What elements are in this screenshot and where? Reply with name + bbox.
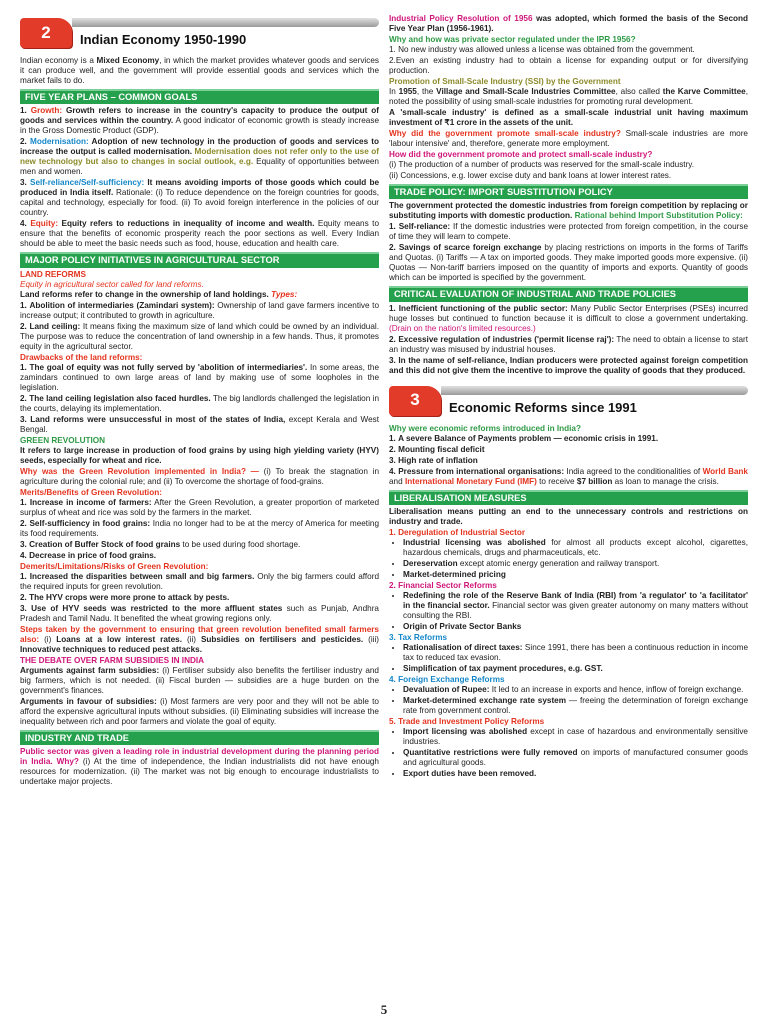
list-item: • Origin of Private Sector Banks [403, 622, 748, 632]
list-item: 3. Self-reliance/Self-sufficiency: It means avoiding imports of those goods which could be produced in India itself. Rationale: (i) To reduce dependence on the foreign countries for goods, capital and technology, especially for food. (ii) To avoid foreign interference in the policies of our country. [20, 178, 380, 218]
list-item: 2. Modernisation: Adoption of new technology in the production of goods and services to increase the output is called modernisation. Modernisation does not refer only to the use of new technology but also to changes in social outlook, e.g. Equality of opportunities between men and women. [20, 137, 380, 177]
list-item: • Simplification of tax payment procedures, e.g. GST. [403, 664, 748, 674]
list-item: 4. Pressure from international organisations: India agreed to the conditionalities of World Bank and International Monetary Fund (IMF) to receive $7 billion as loan to manage the crisis. [389, 466, 748, 486]
sub3-list [389, 643, 748, 674]
debate-heading: THE DEBATE OVER FARM SUBSIDIES IN INDIA [20, 655, 205, 665]
section-heading-lib: LIBERALISATION MEASURES [389, 490, 748, 505]
ipr-point-2: 2.Even an existing industry had to obtain a license for expanding output or for diversifying production. [389, 56, 748, 75]
left-column [20, 14, 379, 788]
ipr-question: Why and how was private sector regulated under the IPR 1956? [389, 35, 636, 44]
list-item: 2. Excessive regulation of industries ('permit license raj'): The need to obtain a license to start an industry was misused by industrial houses. [389, 334, 748, 354]
sub-heading-3: 3. Tax Reforms [389, 632, 448, 642]
list-item: 1. Inefficient functioning of the public sector: Many Public Sector Enterprises (PSEs) incurred huge losses but continued to function because it is difficult to close a government undertaking. (Drain on the nation's limited resources.) [389, 303, 748, 333]
green-why: Why was the Green Revolution implemented in India? — (i) To break the stagnation in agriculture during the colonial rule; and (ii) To overcome the shortage of food-grains. [20, 466, 380, 486]
sub-heading-1: 1. Deregulation of Industrial Sector [389, 527, 526, 537]
list-item: • Devaluation of Rupee: It led to an increase in exports and hence, inflow of foreign exchange. [403, 685, 748, 695]
list-item: • Redefining the role of the Reserve Bank of India (RBI) from 'a regulator' to 'a facilitator' in the financial sector. Financial sector was given greater autonomy on many matters without consulting the RBI. [403, 591, 748, 621]
sub1-list [389, 538, 748, 580]
list-item: 3. High rate of inflation [389, 455, 478, 465]
chapter-header-3 [389, 382, 748, 422]
list-item: 1. Increased the disparities between small and big farmers. Only the big farmers could afford the required inputs for green revolution. [20, 571, 380, 591]
list-item: • Market-determined pricing [403, 570, 748, 580]
land-types-list [20, 301, 379, 352]
favour-subsidies: Arguments in favour of subsidies: (i) Most farmers are very poor and they will not be able to afford the expensive agricultural inputs without subsidies. (ii) Eliminating subsidies will increase the inequality between rich and poor farmers and violate the goal of equity. [20, 696, 379, 726]
right-column [389, 14, 748, 788]
list-item: 4. Equity: Equity refers to reductions in inequality of income and wealth. Equity means to ensure that the benefits of economic prosperity reach the poor sections as well. Every Indian should be able to meet the basic needs such as food, house, education and health care. [20, 219, 379, 249]
list-item: 3. In the name of self-reliance, Indian producers were protected against foreign competition and this did not give them the incentive to improve the quality of goods that they produced. [389, 355, 748, 375]
ssi-how-question: How did the government promote and protect small-scale industry? [389, 150, 653, 159]
demerits-heading: Demerits/Limitations/Risks of Green Revolution: [20, 561, 209, 571]
list-item: 4. Decrease in price of food grains. [20, 550, 157, 560]
list-item: 1. A severe Balance of Payments problem — economic crisis in 1991. [389, 433, 659, 443]
list-item: 2. Mounting fiscal deficit [389, 444, 485, 454]
trade-list [389, 222, 748, 283]
sub-heading-5: 5. Trade and Investment Policy Reforms [389, 716, 545, 726]
ssi-how-2: (ii) Concessions, e.g. lower excise duty and bank loans at lower interest rates. [389, 171, 672, 180]
ssi-def: A 'small-scale industry' is defined as a small-scale industrial unit having maximum investment of ₹1 crore in the assets of the unit. [389, 108, 748, 127]
page-number: 5 [380, 1002, 388, 1017]
list-item: 3. Creation of Buffer Stock of food grains to be used during food shortage. [20, 539, 301, 549]
section-heading-critical: CRITICAL EVALUATION OF INDUSTRIAL AND TRADE POLICIES [389, 286, 748, 301]
list-item: 2. Self-sufficiency in food grains: India no longer had to be at the mercy of America for meeting its food requirements. [20, 518, 379, 538]
list-item: • Industrial licensing was abolished for almost all products except alcohol, cigarettes, hazardous chemicals, drugs and pharmaceuticals, etc. [403, 538, 748, 558]
chapter-number: 2 [20, 18, 72, 48]
drawbacks-list [20, 363, 379, 435]
intro-paragraph: Indian economy is a Mixed Economy, in which the market provides whatever goods and services it can produce well, and the government will provide essential goods and services which the market fails to do. [20, 56, 379, 85]
chapter-title: Economic Reforms since 1991 [449, 399, 637, 415]
sub-heading-2: 2. Financial Sector Reforms [389, 580, 497, 590]
section-heading-fyp: FIVE YEAR PLANS – COMMON GOALS [20, 89, 379, 104]
steps-paragraph: Steps taken by the government to ensuring that green revolution benefited small farmers also: (i) Loans at a low interest rates. (ii) Subsidies on fertilisers and pesticides. (iii) Innovative techniques to reduced pest attacks. [20, 624, 380, 654]
list-item: 1. Growth: Growth refers to increase in the country's capacity to produce the output of goods and services within the country. A good indicator of economic growth is steady increase in the Gross Domestic Product (GDP). [20, 106, 380, 136]
list-item: 1. Self-reliance: If the domestic industries were protected from foreign competition, in the course of time they will learn to compete. [389, 222, 749, 242]
list-item: 1. Increase in income of farmers: After the Green Revolution, a greater proportion of marketed surplus of wheat and rice was sold by the farmers in the market. [20, 497, 380, 517]
list-item: • Export duties have been removed. [403, 769, 748, 779]
trade-def: The government protected the domestic industries from foreign competition by replacing or substituting imports with domestic production. Rational behind Import Substitution Policy: [389, 201, 748, 221]
merits-heading: Merits/Benefits of Green Revolution: [20, 487, 162, 497]
industry-paragraph: Public sector was given a leading role in industrial development during the planning period in India. Why? (i) At the time of independence, the Indian industrialists did not have enough resources for modernization. (ii) The market was not big enough to encourage industrialists to undertake major projects. [20, 746, 379, 786]
why-reforms-question: Why were economic reforms introduced in India? [389, 423, 581, 433]
list-item: • Rationalisation of direct taxes: Since 1991, there has been a continuous reduction in income tax to reduced tax evasion. [403, 643, 748, 663]
chapter-bar [441, 386, 748, 395]
land-def: Land reforms refer to change in the ownership of land holdings. Types: [20, 289, 298, 299]
lib-def: Liberalisation means putting an end to the unnecessary controls and restrictions on industry and trade. [389, 506, 748, 526]
critical-list [389, 304, 748, 376]
section-heading-industry: INDUSTRY AND TRADE [20, 730, 379, 745]
sub5-list [389, 727, 748, 779]
list-item: 3. Land reforms were unsuccessful in most of the states of India, except Kerala and West Bengal. [20, 414, 379, 434]
green-revolution-heading: GREEN REVOLUTION [20, 435, 106, 445]
section-heading-trade: TRADE POLICY: IMPORT SUBSTITUTION POLICY [389, 184, 748, 199]
drawbacks-heading: Drawbacks of the land reforms: [20, 352, 143, 362]
list-item: 1. The goal of equity was not fully served by 'abolition of intermediaries'. In some areas, the zamindars continued to own large areas of land by making use of some loopholes in the legislation. [20, 362, 379, 392]
ipr-paragraph: Industrial Policy Resolution of 1956 was adopted, which formed the basis of the Second Five Year Plan (1956-1961). [389, 14, 749, 33]
against-subsidies: Arguments against farm subsidies: (i) Fertiliser subsidy also benefits the fertiliser industry and big farmers, which is not needed. (ii) Fiscal burden — subsidies are a huge burden on the government's finances. [20, 665, 379, 695]
chapter-bar [72, 18, 379, 27]
ssi-how-1: (i) The production of a number of products was reserved for the small-scale industry. [389, 160, 695, 169]
list-item: • Quantitative restrictions were fully removed on imports of manufactured consumer goods and agricultural goods. [403, 748, 748, 768]
fyp-list [20, 106, 379, 249]
land-note: Equity in agricultural sector called for land reforms. [20, 279, 204, 289]
list-item: 1. Abolition of intermediaries (Zamindari system): Ownership of land gave farmers incentive to increase output; it contributed to growth in agriculture. [20, 300, 380, 320]
list-item: 2. The land ceiling legislation also faced hurdles. The big landlords challenged the legislation in the courts, delaying its implementation. [20, 393, 380, 413]
chapter-title: Indian Economy 1950-1990 [80, 32, 247, 47]
chapter-header [20, 14, 379, 54]
land-reforms-heading: LAND REFORMS [20, 269, 86, 279]
list-item: • Import licensing was abolished except in case of hazardous and environmentally sensitive industries. [403, 727, 748, 747]
green-def: It refers to large increase in production of food grains by using high yielding variety (HYV) seeds, especially for wheat and rice. [20, 445, 379, 465]
ssi-paragraph: In 1955, the Village and Small-Scale Industries Committee, also called the Karve Committee, noted the possibility of using small-scale industries for promoting rural development. [389, 87, 748, 106]
list-item: 2. Savings of scarce foreign exchange by placing restrictions on imports in the forms of Tariffs and Quotas. (i) Tariffs — A tax on imported goods. They make imported goods more expensive. (ii) Quotas — Non-tariff barriers imposed on the quantity of imports and exports. Quantity of goods which can be imported is specified by the government. [389, 243, 749, 283]
sub4-list [389, 685, 748, 716]
list-item: • Dereservation except atomic energy generation and railway transport. [403, 559, 748, 569]
ssi-why: Why did the government promote small-scale industry? Small-scale industries are more 'labour intensive' and, therefore, generate more employment. [389, 129, 748, 148]
demerits-list [20, 572, 379, 624]
ssi-heading: Promotion of Small-Scale Industry (SSI) by the Government [389, 77, 621, 86]
ipr-point-1: 1. No new industry was allowed unless a license was obtained from the government. [389, 45, 695, 54]
sub2-list [389, 591, 748, 632]
list-item: 2. Land ceiling: It means fixing the maximum size of land which could be owned by an individual. The purpose was to reduce the concentration of land ownership in a few hands. Thus, it promotes equity in the agricultural sector. [20, 321, 379, 351]
list-item: • Market-determined exchange rate system — freeing the determination of foreign exchange rate from government control. [403, 696, 748, 716]
section-heading-agri: MAJOR POLICY INITIATIVES IN AGRICULTURAL SECTOR [20, 252, 379, 267]
list-item: 2. The HYV crops were more prone to attack by pests. [20, 592, 230, 602]
list-item: 3. Use of HYV seeds was restricted to the more affluent states such as Punjab, Andhra Pradesh and Tamil Nadu. It benefited the wheat growing regions only. [20, 603, 379, 623]
merits-list [20, 498, 379, 561]
sub-heading-4: 4. Foreign Exchange Reforms [389, 674, 505, 684]
reasons-list [389, 434, 748, 487]
chapter-number: 3 [389, 386, 441, 416]
